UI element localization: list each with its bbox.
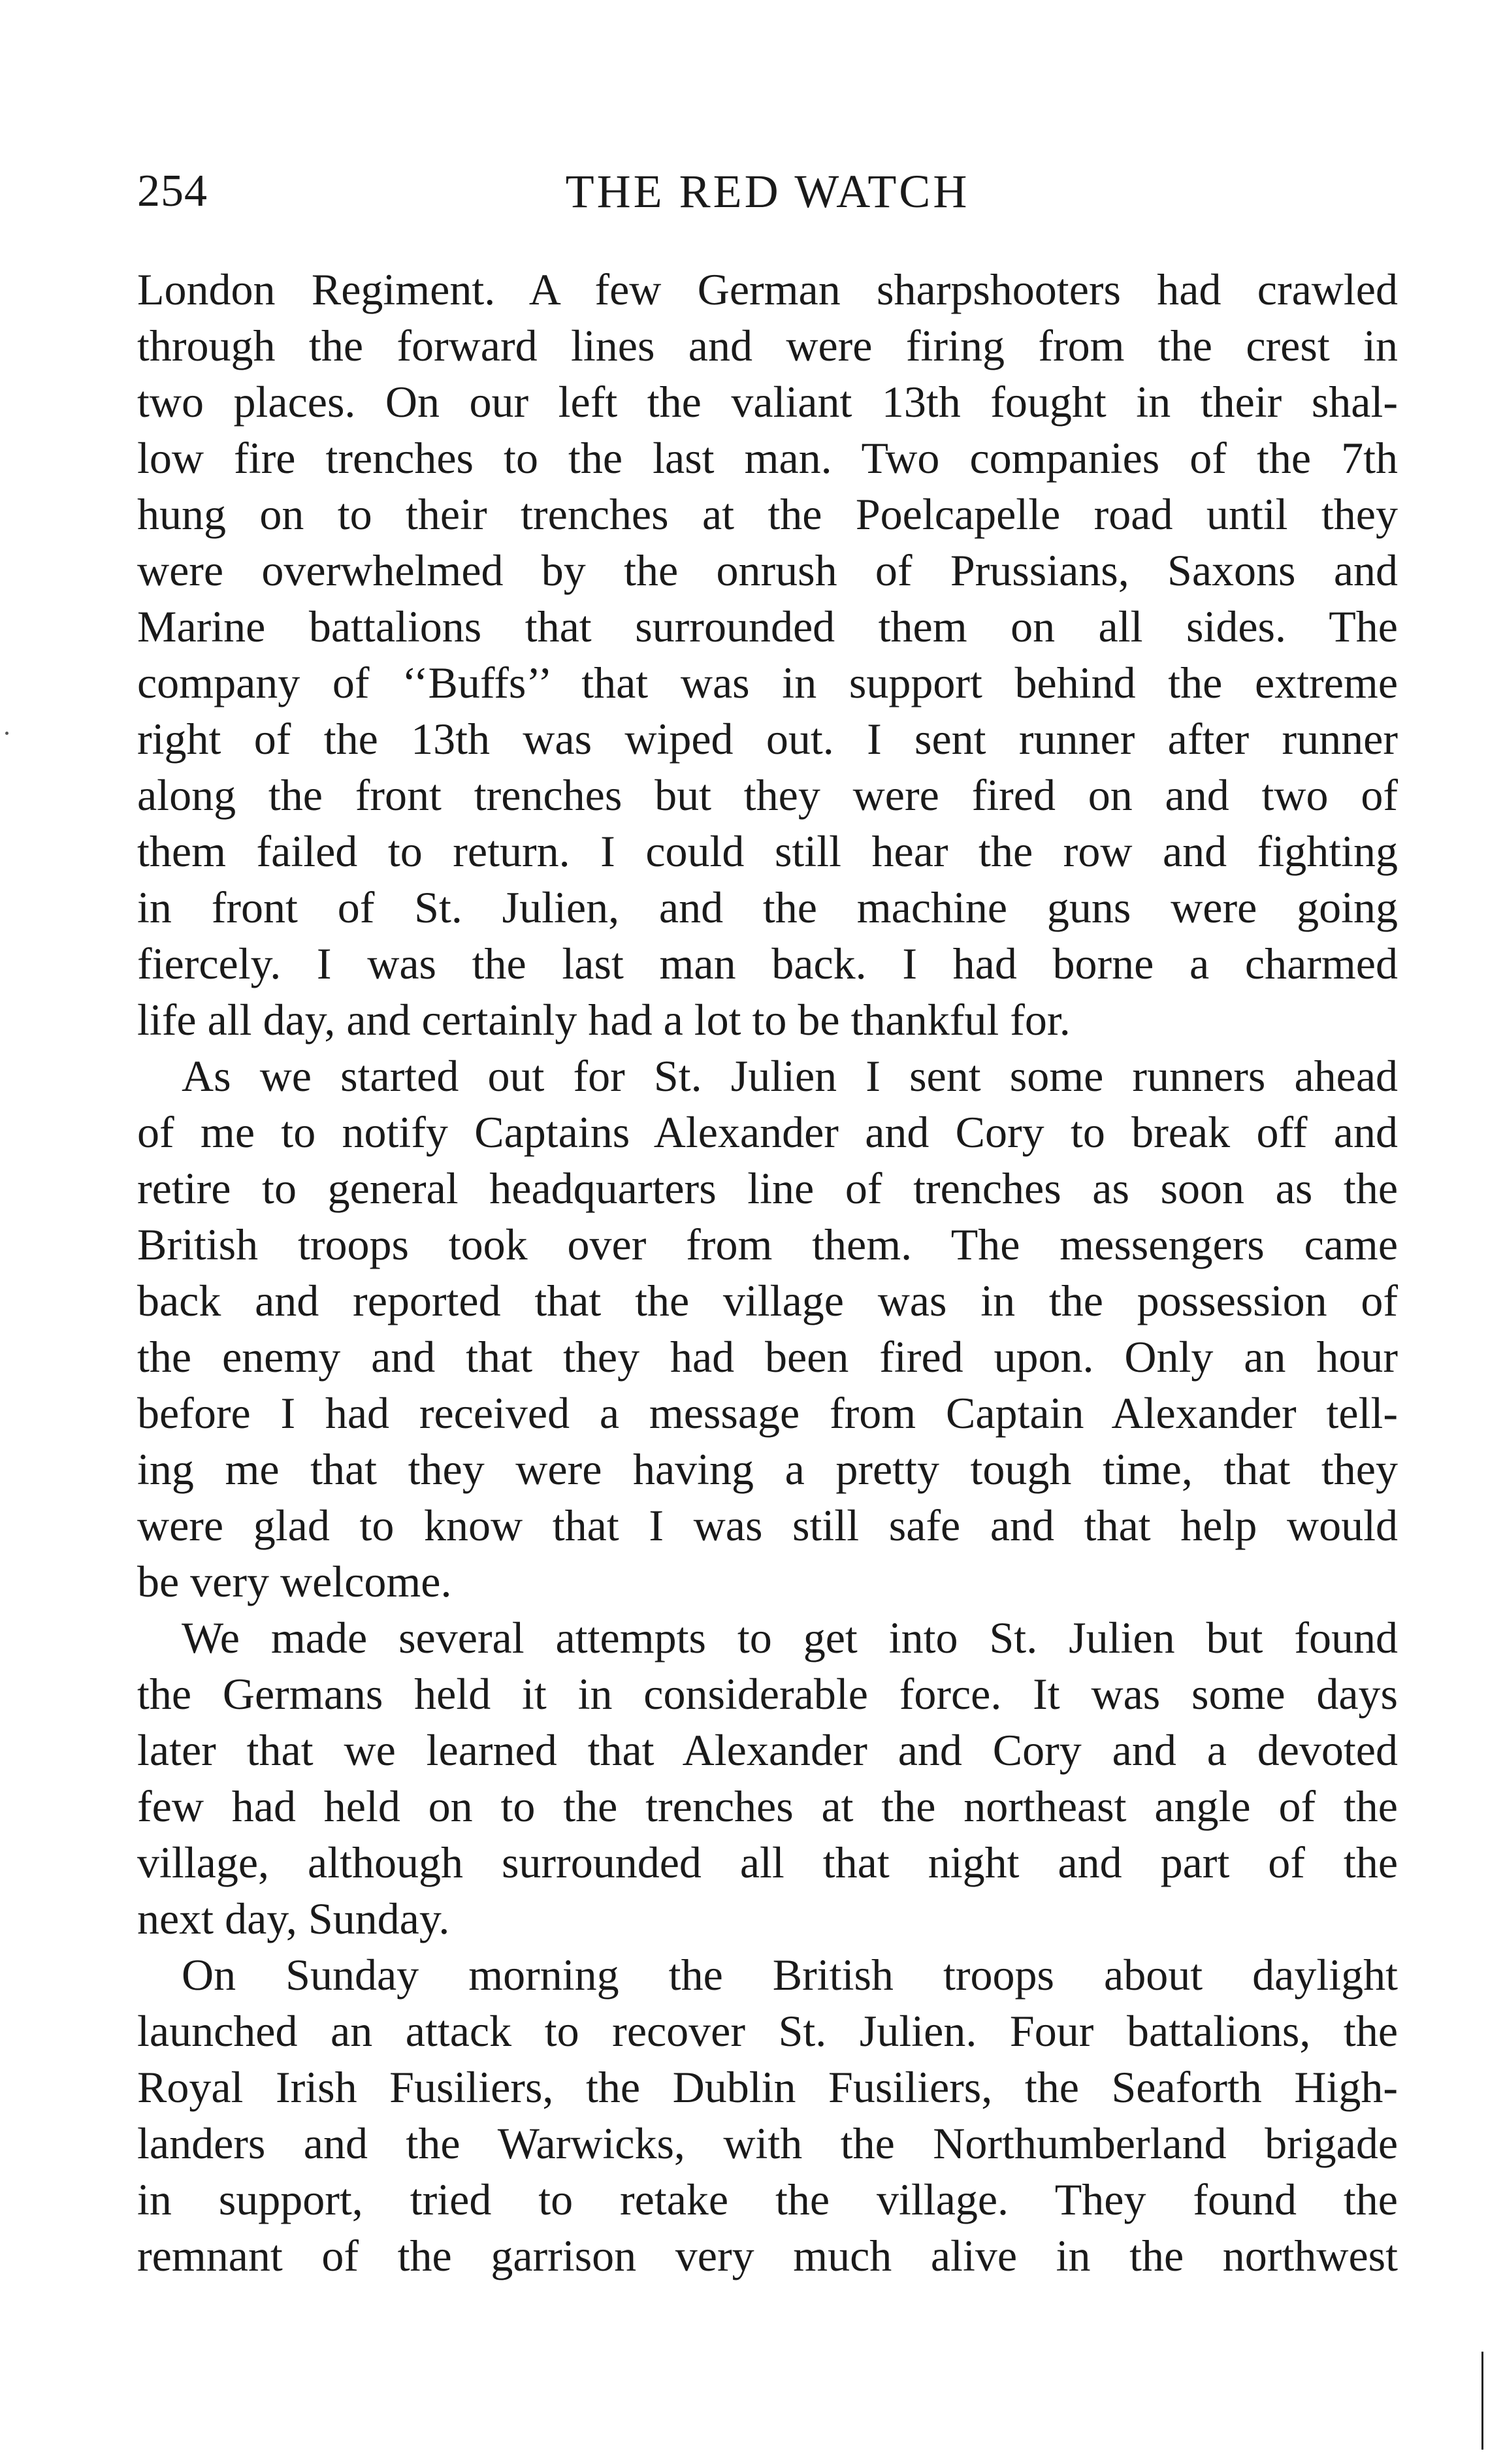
text-line: Marine battalions that surrounded them on all sides. The [137, 602, 1398, 651]
text-line: of me to notify Captains Alexander and Cory to break off and [137, 1107, 1398, 1157]
text-line: London Regiment. A few German sharpshooters had crawled [137, 265, 1398, 314]
paragraph [137, 261, 1398, 1048]
text-line: along the front trenches but they were fired on and two of [137, 770, 1398, 820]
text-line: landers and the Warwicks, with the Northumberland brigade [137, 2118, 1398, 2168]
text-line: next day, Sunday. [137, 1894, 450, 1943]
paragraph [137, 1048, 1398, 1610]
text-line: the Germans held it in considerable force. It was some days [137, 1669, 1398, 1719]
text-line: were overwhelmed by the onrush of Prussians, Saxons and [137, 545, 1398, 595]
paragraph [137, 1947, 1398, 2284]
margin-speck [5, 732, 8, 735]
text-line: through the forward lines and were firing from the crest in [137, 321, 1398, 370]
text-line: fiercely. I was the last man back. I had borne a charmed [137, 939, 1398, 988]
text-line: later that we learned that Alexander and Cory and a devoted [137, 1725, 1398, 1775]
text-line: were glad to know that I was still safe and that help would [137, 1500, 1398, 1550]
text-line: two places. On our left the valiant 13th fought in their shal- [137, 377, 1398, 427]
text-line: We made several attempts to get into St. Julien but found [182, 1613, 1398, 1662]
page-edge-mark [1481, 2352, 1483, 2450]
body-text [137, 261, 1398, 2284]
text-line: in front of St. Julien, and the machine guns were going [137, 883, 1398, 932]
text-line: On Sunday morning the British troops about daylight [182, 1950, 1398, 2000]
text-line: life all day, and certainly had a lot to be thankful for. [137, 995, 1071, 1045]
running-title: THE RED WATCH [565, 165, 970, 218]
text-line: back and reported that the village was in the possession of [137, 1276, 1398, 1325]
text-line: retire to general headquarters line of trenches as soon as the [137, 1163, 1398, 1213]
paragraph [137, 1610, 1398, 1947]
text-line: them failed to return. I could still hear the row and fighting [137, 826, 1398, 876]
text-line: be very welcome. [137, 1557, 452, 1606]
page-number: 254 [137, 166, 208, 216]
text-line: in support, tried to retake the village. They found the [137, 2175, 1398, 2224]
text-line: few had held on to the trenches at the northeast angle of the [137, 1781, 1398, 1831]
text-line: the enemy and that they had been fired upon. Only an hour [137, 1332, 1398, 1382]
text-line: launched an attack to recover St. Julien. Four battalions, the [137, 2006, 1398, 2056]
text-line: before I had received a message from Captain Alexander tell- [137, 1388, 1398, 1438]
text-line: ing me that they were having a pretty tough time, that they [137, 1444, 1398, 1494]
text-line: village, although surrounded all that night and part of the [137, 1838, 1398, 1887]
text-line: Royal Irish Fusiliers, the Dublin Fusiliers, the Seaforth High- [137, 2062, 1398, 2112]
text-line: low fire trenches to the last man. Two companies of the 7th [137, 433, 1398, 483]
page-header [137, 155, 1398, 227]
text-line: right of the 13th was wiped out. I sent runner after runner [137, 714, 1398, 764]
text-line: As we started out for St. Julien I sent some runners ahead [182, 1051, 1398, 1101]
text-line: company of ‘‘Buffs’’ that was in support behind the extreme [137, 658, 1398, 707]
text-line: British troops took over from them. The messengers came [137, 1220, 1398, 1269]
text-line: hung on to their trenches at the Poelcapelle road until they [137, 489, 1398, 539]
text-line: remnant of the garrison very much alive in the northwest [137, 2231, 1398, 2280]
